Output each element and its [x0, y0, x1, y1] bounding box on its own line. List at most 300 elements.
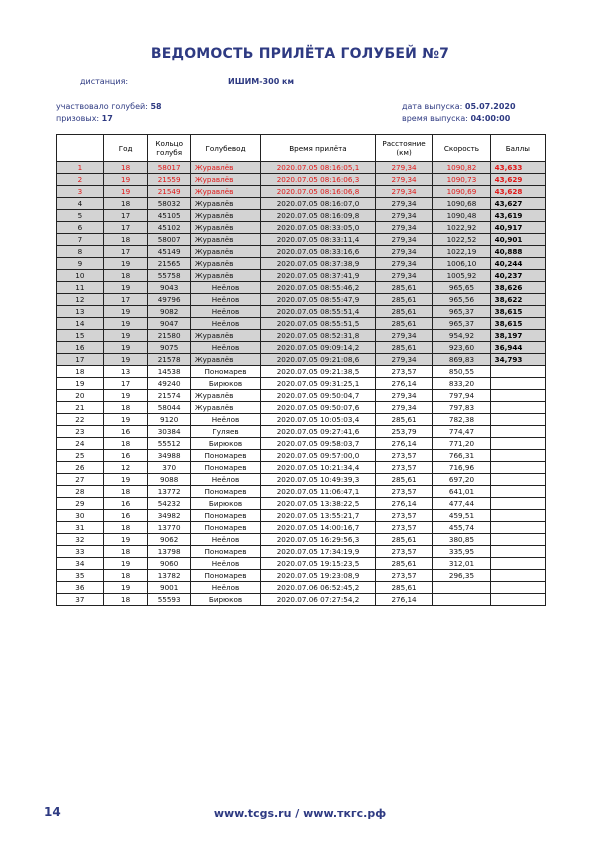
- cell-speed: [433, 582, 490, 594]
- cell-distance: 285,61: [375, 414, 432, 426]
- cell-year: 19: [103, 282, 148, 294]
- cell-speed: 954,92: [433, 330, 490, 342]
- cell-distance: 279,34: [375, 186, 432, 198]
- cell-year: 18: [103, 570, 148, 582]
- cell-points: [490, 366, 545, 378]
- cell-distance: 285,61: [375, 306, 432, 318]
- cell-ring: 21580: [148, 330, 191, 342]
- release-time-label: время выпуска:: [402, 114, 468, 123]
- table-row: [57, 294, 546, 306]
- cell-points: [490, 378, 545, 390]
- cell-fancier: Неёлов: [190, 342, 260, 354]
- table-row: [57, 534, 546, 546]
- cell-year: 18: [103, 438, 148, 450]
- table-row: [57, 198, 546, 210]
- cell-speed: 1022,19: [433, 246, 490, 258]
- table-row: [57, 234, 546, 246]
- cell-year: 18: [103, 402, 148, 414]
- col-header-year: Год: [103, 135, 148, 162]
- col-header-fancier: Голубевод: [190, 135, 260, 162]
- cell-points: [490, 438, 545, 450]
- cell-arrival-time: 2020.07.05 08:37:38,9: [261, 258, 376, 270]
- cell-place: 30: [57, 510, 104, 522]
- cell-arrival-time: 2020.07.05 08:33:05,0: [261, 222, 376, 234]
- cell-year: 19: [103, 354, 148, 366]
- cell-arrival-time: 2020.07.05 09:31:25,1: [261, 378, 376, 390]
- cell-place: 17: [57, 354, 104, 366]
- cell-fancier: Неёлов: [190, 534, 260, 546]
- cell-speed: 797,94: [433, 390, 490, 402]
- cell-distance: 285,61: [375, 558, 432, 570]
- cell-arrival-time: 2020.07.05 08:16:06,8: [261, 186, 376, 198]
- cell-arrival-time: 2020.07.05 08:16:09,8: [261, 210, 376, 222]
- cell-speed: 965,65: [433, 282, 490, 294]
- cell-fancier: Журавлёв: [190, 162, 260, 174]
- cell-distance: 276,14: [375, 438, 432, 450]
- cell-place: 14: [57, 318, 104, 330]
- cell-fancier: Бирюков: [190, 438, 260, 450]
- cell-speed: 716,96: [433, 462, 490, 474]
- cell-arrival-time: 2020.07.05 16:29:56,3: [261, 534, 376, 546]
- table-row: [57, 474, 546, 486]
- prize-label: призовых:: [56, 114, 100, 123]
- cell-points: [490, 450, 545, 462]
- cell-ring: 13798: [148, 546, 191, 558]
- cell-fancier: Пономарев: [190, 522, 260, 534]
- cell-ring: 58044: [148, 402, 191, 414]
- cell-year: 19: [103, 330, 148, 342]
- cell-fancier: Журавлёв: [190, 402, 260, 414]
- cell-ring: 58017: [148, 162, 191, 174]
- cell-year: 18: [103, 234, 148, 246]
- cell-ring: 55593: [148, 594, 191, 606]
- table-row: [57, 570, 546, 582]
- cell-distance: 253,79: [375, 426, 432, 438]
- cell-points: 40,917: [490, 222, 545, 234]
- page-number: 14: [44, 805, 61, 819]
- cell-year: 18: [103, 162, 148, 174]
- table-row: [57, 486, 546, 498]
- cell-fancier: Бирюков: [190, 498, 260, 510]
- cell-year: 16: [103, 510, 148, 522]
- cell-points: [490, 474, 545, 486]
- cell-fancier: Пономарев: [190, 366, 260, 378]
- col-header-points: Баллы: [490, 135, 545, 162]
- cell-ring: 45102: [148, 222, 191, 234]
- cell-points: [490, 582, 545, 594]
- cell-distance: 279,34: [375, 390, 432, 402]
- cell-arrival-time: 2020.07.05 08:16:07,0: [261, 198, 376, 210]
- cell-distance: 279,34: [375, 402, 432, 414]
- cell-distance: 273,57: [375, 570, 432, 582]
- table-row: [57, 342, 546, 354]
- cell-year: 16: [103, 498, 148, 510]
- cell-speed: 833,20: [433, 378, 490, 390]
- table-row: [57, 378, 546, 390]
- cell-speed: 697,20: [433, 474, 490, 486]
- cell-distance: 276,14: [375, 498, 432, 510]
- cell-speed: 312,01: [433, 558, 490, 570]
- cell-points: [490, 570, 545, 582]
- cell-points: [490, 534, 545, 546]
- cell-fancier: Неёлов: [190, 294, 260, 306]
- cell-speed: 797,83: [433, 402, 490, 414]
- cell-ring: 30384: [148, 426, 191, 438]
- cell-fancier: Журавлёв: [190, 198, 260, 210]
- release-time-line: [402, 114, 510, 123]
- table-row: [57, 546, 546, 558]
- cell-fancier: Журавлёв: [190, 246, 260, 258]
- cell-ring: 13770: [148, 522, 191, 534]
- cell-fancier: Журавлёв: [190, 330, 260, 342]
- cell-arrival-time: 2020.07.05 09:57:00,0: [261, 450, 376, 462]
- cell-points: 38,622: [490, 294, 545, 306]
- table-row: [57, 354, 546, 366]
- cell-speed: 641,01: [433, 486, 490, 498]
- cell-year: 18: [103, 522, 148, 534]
- cell-arrival-time: 2020.07.05 13:55:21,7: [261, 510, 376, 522]
- cell-fancier: Пономарев: [190, 570, 260, 582]
- cell-fancier: Бирюков: [190, 378, 260, 390]
- cell-arrival-time: 2020.07.05 09:50:07,6: [261, 402, 376, 414]
- table-row: [57, 210, 546, 222]
- cell-speed: 455,74: [433, 522, 490, 534]
- cell-points: 43,633: [490, 162, 545, 174]
- cell-speed: 1006,10: [433, 258, 490, 270]
- table-row: [57, 270, 546, 282]
- cell-points: 38,197: [490, 330, 545, 342]
- cell-speed: 850,55: [433, 366, 490, 378]
- cell-ring: 9043: [148, 282, 191, 294]
- cell-speed: 1022,52: [433, 234, 490, 246]
- cell-place: 10: [57, 270, 104, 282]
- cell-arrival-time: 2020.07.05 09:21:08,6: [261, 354, 376, 366]
- prize-value: 17: [101, 114, 113, 123]
- cell-year: 19: [103, 582, 148, 594]
- cell-points: 40,888: [490, 246, 545, 258]
- cell-ring: 21549: [148, 186, 191, 198]
- cell-distance: 273,57: [375, 522, 432, 534]
- cell-fancier: Неёлов: [190, 582, 260, 594]
- cell-fancier: Пономарев: [190, 546, 260, 558]
- cell-points: 40,237: [490, 270, 545, 282]
- cell-distance: 285,61: [375, 282, 432, 294]
- cell-speed: [433, 594, 490, 606]
- cell-place: 34: [57, 558, 104, 570]
- cell-points: [490, 390, 545, 402]
- cell-place: 16: [57, 342, 104, 354]
- cell-points: [490, 498, 545, 510]
- cell-place: 12: [57, 294, 104, 306]
- cell-year: 18: [103, 546, 148, 558]
- cell-arrival-time: 2020.07.05 10:21:34,4: [261, 462, 376, 474]
- cell-ring: 34988: [148, 450, 191, 462]
- cell-speed: 965,37: [433, 306, 490, 318]
- cell-place: 24: [57, 438, 104, 450]
- cell-fancier: Неёлов: [190, 318, 260, 330]
- cell-speed: 923,60: [433, 342, 490, 354]
- results-table: [56, 134, 546, 606]
- cell-fancier: Гуляев: [190, 426, 260, 438]
- col-header-place: [57, 135, 104, 162]
- cell-ring: 58032: [148, 198, 191, 210]
- cell-year: 19: [103, 186, 148, 198]
- cell-place: 35: [57, 570, 104, 582]
- cell-arrival-time: 2020.07.05 08:55:51,5: [261, 318, 376, 330]
- cell-year: 19: [103, 258, 148, 270]
- release-date-value: 05.07.2020: [464, 102, 516, 111]
- cell-fancier: Журавлёв: [190, 258, 260, 270]
- cell-place: 2: [57, 174, 104, 186]
- cell-points: [490, 546, 545, 558]
- cell-points: [490, 414, 545, 426]
- cell-place: 19: [57, 378, 104, 390]
- cell-ring: 45105: [148, 210, 191, 222]
- cell-place: 27: [57, 474, 104, 486]
- cell-place: 20: [57, 390, 104, 402]
- cell-ring: 9082: [148, 306, 191, 318]
- cell-distance: 279,34: [375, 234, 432, 246]
- cell-speed: 774,47: [433, 426, 490, 438]
- participants-line: [56, 102, 162, 111]
- cell-distance: 279,34: [375, 198, 432, 210]
- cell-year: 19: [103, 174, 148, 186]
- cell-speed: 1090,69: [433, 186, 490, 198]
- cell-ring: 9062: [148, 534, 191, 546]
- release-time-value: 04:00:00: [470, 114, 511, 123]
- page-title: ВЕДОМОСТЬ ПРИЛЁТА ГОЛУБЕЙ №7: [150, 46, 450, 62]
- cell-arrival-time: 2020.07.05 08:33:11,4: [261, 234, 376, 246]
- table-row: [57, 390, 546, 402]
- cell-place: 3: [57, 186, 104, 198]
- cell-place: 21: [57, 402, 104, 414]
- cell-place: 1: [57, 162, 104, 174]
- cell-points: [490, 486, 545, 498]
- cell-arrival-time: 2020.07.05 09:21:38,5: [261, 366, 376, 378]
- cell-distance: 285,61: [375, 582, 432, 594]
- cell-arrival-time: 2020.07.05 09:27:41,6: [261, 426, 376, 438]
- cell-arrival-time: 2020.07.05 08:55:46,2: [261, 282, 376, 294]
- distance-value: ИШИМ-300 км: [228, 77, 295, 86]
- cell-ring: 13772: [148, 486, 191, 498]
- table-row: [57, 318, 546, 330]
- cell-points: 38,615: [490, 318, 545, 330]
- cell-arrival-time: 2020.07.05 14:00:16,7: [261, 522, 376, 534]
- cell-speed: 771,20: [433, 438, 490, 450]
- release-date-line: [402, 102, 516, 111]
- cell-speed: 459,51: [433, 510, 490, 522]
- table-header-row: [57, 135, 546, 162]
- cell-year: 17: [103, 246, 148, 258]
- cell-speed: 965,37: [433, 318, 490, 330]
- table-row: [57, 498, 546, 510]
- cell-place: 18: [57, 366, 104, 378]
- cell-fancier: Журавлёв: [190, 390, 260, 402]
- table-row: [57, 522, 546, 534]
- cell-ring: 34982: [148, 510, 191, 522]
- cell-arrival-time: 2020.07.05 08:33:16,6: [261, 246, 376, 258]
- cell-speed: 1090,68: [433, 198, 490, 210]
- cell-fancier: Пономарев: [190, 462, 260, 474]
- cell-fancier: Журавлёв: [190, 234, 260, 246]
- cell-distance: 279,34: [375, 246, 432, 258]
- cell-ring: 9047: [148, 318, 191, 330]
- cell-ring: 58007: [148, 234, 191, 246]
- prize-line: [56, 114, 113, 123]
- cell-arrival-time: 2020.07.05 13:38:22,5: [261, 498, 376, 510]
- table-row: [57, 246, 546, 258]
- cell-place: 32: [57, 534, 104, 546]
- cell-place: 26: [57, 462, 104, 474]
- distance-label: дистанция:: [80, 77, 129, 86]
- cell-distance: 276,14: [375, 594, 432, 606]
- cell-arrival-time: 2020.07.05 09:50:04,7: [261, 390, 376, 402]
- table-row: [57, 174, 546, 186]
- cell-speed: 1090,48: [433, 210, 490, 222]
- cell-place: 33: [57, 546, 104, 558]
- col-header-distance: Расстояние (км): [375, 135, 432, 162]
- cell-points: 43,619: [490, 210, 545, 222]
- cell-year: 16: [103, 450, 148, 462]
- cell-year: 18: [103, 270, 148, 282]
- cell-place: 7: [57, 234, 104, 246]
- cell-place: 22: [57, 414, 104, 426]
- cell-points: 43,629: [490, 174, 545, 186]
- cell-place: 5: [57, 210, 104, 222]
- cell-ring: 49240: [148, 378, 191, 390]
- cell-year: 17: [103, 222, 148, 234]
- cell-points: 40,244: [490, 258, 545, 270]
- cell-year: 17: [103, 210, 148, 222]
- cell-arrival-time: 2020.07.05 08:52:31,8: [261, 330, 376, 342]
- table-row: [57, 510, 546, 522]
- cell-fancier: Неёлов: [190, 282, 260, 294]
- cell-arrival-time: 2020.07.05 08:55:47,9: [261, 294, 376, 306]
- cell-arrival-time: 2020.07.05 08:55:51,4: [261, 306, 376, 318]
- cell-distance: 273,57: [375, 510, 432, 522]
- cell-arrival-time: 2020.07.05 09:58:03,7: [261, 438, 376, 450]
- cell-place: 29: [57, 498, 104, 510]
- cell-points: 38,626: [490, 282, 545, 294]
- cell-ring: 9060: [148, 558, 191, 570]
- cell-year: 17: [103, 378, 148, 390]
- table-row: [57, 426, 546, 438]
- table-row: [57, 450, 546, 462]
- cell-speed: 782,38: [433, 414, 490, 426]
- cell-place: 25: [57, 450, 104, 462]
- cell-fancier: Бирюков: [190, 594, 260, 606]
- cell-ring: 9120: [148, 414, 191, 426]
- cell-points: 38,615: [490, 306, 545, 318]
- cell-distance: 276,14: [375, 378, 432, 390]
- table-row: [57, 414, 546, 426]
- table-row: [57, 306, 546, 318]
- cell-points: [490, 402, 545, 414]
- cell-speed: 1090,73: [433, 174, 490, 186]
- cell-place: 31: [57, 522, 104, 534]
- table-row: [57, 402, 546, 414]
- cell-year: 19: [103, 390, 148, 402]
- cell-ring: 55758: [148, 270, 191, 282]
- cell-year: 17: [103, 294, 148, 306]
- cell-year: 19: [103, 414, 148, 426]
- table-row: [57, 558, 546, 570]
- cell-year: 19: [103, 342, 148, 354]
- cell-year: 19: [103, 558, 148, 570]
- cell-ring: 21574: [148, 390, 191, 402]
- cell-arrival-time: 2020.07.05 08:37:41,9: [261, 270, 376, 282]
- cell-year: 19: [103, 318, 148, 330]
- participants-label: участвовало голубей:: [56, 102, 148, 111]
- cell-distance: 273,57: [375, 450, 432, 462]
- cell-arrival-time: 2020.07.05 10:49:39,3: [261, 474, 376, 486]
- cell-ring: 45149: [148, 246, 191, 258]
- cell-fancier: Неёлов: [190, 306, 260, 318]
- cell-year: 16: [103, 426, 148, 438]
- col-header-arrival-time: Время прилёта: [261, 135, 376, 162]
- table-row: [57, 330, 546, 342]
- cell-place: 37: [57, 594, 104, 606]
- cell-speed: 335,95: [433, 546, 490, 558]
- cell-arrival-time: 2020.07.05 09:09:14,2: [261, 342, 376, 354]
- cell-ring: 370: [148, 462, 191, 474]
- cell-year: 13: [103, 366, 148, 378]
- cell-ring: 14538: [148, 366, 191, 378]
- cell-points: [490, 594, 545, 606]
- cell-arrival-time: 2020.07.05 19:23:08,9: [261, 570, 376, 582]
- cell-distance: 279,34: [375, 330, 432, 342]
- cell-fancier: Журавлёв: [190, 222, 260, 234]
- cell-speed: 1090,82: [433, 162, 490, 174]
- cell-distance: 285,61: [375, 534, 432, 546]
- col-header-ring: Кольцо голубя: [148, 135, 191, 162]
- cell-points: [490, 510, 545, 522]
- cell-year: 19: [103, 534, 148, 546]
- cell-distance: 279,34: [375, 174, 432, 186]
- table-row: [57, 258, 546, 270]
- cell-arrival-time: 2020.07.06 06:52:45,2: [261, 582, 376, 594]
- cell-points: 36,944: [490, 342, 545, 354]
- col-header-speed: Скорость: [433, 135, 490, 162]
- cell-points: [490, 558, 545, 570]
- cell-distance: 285,61: [375, 318, 432, 330]
- cell-ring: 9001: [148, 582, 191, 594]
- cell-distance: 279,34: [375, 162, 432, 174]
- table-row: [57, 438, 546, 450]
- cell-fancier: Пономарев: [190, 486, 260, 498]
- cell-distance: 279,34: [375, 354, 432, 366]
- table-row: [57, 594, 546, 606]
- cell-place: 6: [57, 222, 104, 234]
- cell-distance: 279,34: [375, 210, 432, 222]
- cell-place: 11: [57, 282, 104, 294]
- cell-arrival-time: 2020.07.05 17:34:19,9: [261, 546, 376, 558]
- cell-place: 4: [57, 198, 104, 210]
- cell-speed: 766,31: [433, 450, 490, 462]
- cell-arrival-time: 2020.07.05 19:15:23,5: [261, 558, 376, 570]
- cell-place: 9: [57, 258, 104, 270]
- cell-distance: 273,57: [375, 366, 432, 378]
- cell-ring: 21559: [148, 174, 191, 186]
- cell-points: 43,627: [490, 198, 545, 210]
- cell-distance: 279,34: [375, 222, 432, 234]
- cell-fancier: Журавлёв: [190, 174, 260, 186]
- results-body: [57, 162, 546, 606]
- cell-speed: 869,83: [433, 354, 490, 366]
- cell-ring: 49796: [148, 294, 191, 306]
- cell-points: [490, 522, 545, 534]
- cell-year: 18: [103, 486, 148, 498]
